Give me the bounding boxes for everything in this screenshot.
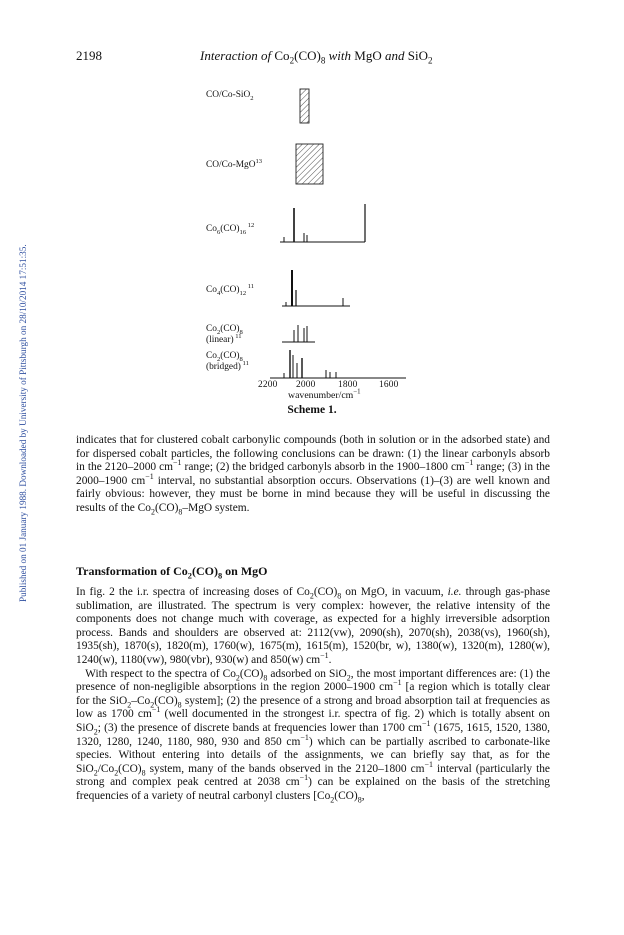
paragraph-conclusions — [76, 434, 550, 516]
sio2-band-box — [300, 89, 309, 123]
paragraph-spectra — [76, 586, 550, 804]
scheme-label-co6: $Co_6(CO)_{16}$ $^{12}$ — [206, 221, 255, 236]
paragraph-differences-text: With respect to the spectra of $Co_2(CO)_8$ adsorbed on SiO$_2$, the most important differences are: (1) the presence of non-negligible absorptions in the region 2000–1900 $cm^{-1}$ [a region which is totally clear for the $SiO_2-Co_2(CO)_8$ system]; (2) the presence of a strong and broad absorption tail at frequencies as low as 1700 $cm^{-1}$ (well documented in the strongest i.r. spectra of fig. 2) which is totally absent on SiO$_2$; (3) the presence of discrete bands at frequencies lower than 1700 $cm^{-1}$ (1675, 1615, 1520, 1380, 1320, 1280, 1240, 1180, 980, 930 and 850 $cm^{-1}$) which can be partially ascribed to carbonate-like species. Without entering into details of the assignments, we can briefly say that, as for the $SiO_2/Co_2(CO)_8$ system, many of the bands observed in the 2120–1800 $cm^{-1}$ interval (particularly the strong and complex peak centred at 2038 $cm^{-1}$) can be explained on the basis of the stretching frequencies of a variety of neutral carbonyl clusters [$Co_2(CO)_8$, — [76, 667, 551, 805]
co2-bridged-spectrum — [270, 350, 406, 378]
paragraph-conclusions-text: indicates that for clustered cobalt carbonylic compounds (both in solution or in the adsorbed state) and for dispersed cobalt particles, the following conclusions can be drawn: (1) the linear carbonyls absorb in the 2120–2000 $cm^{-1}$ range; (2) the bridged carbonyls absorb in the 1900–1800 $cm^{-1}$ range; (3) in the 2000–1900 $cm^{-1}$ interval, no substantial absorption occurs. Observations (1)–(3) are well known and fairly obvious: however, they must be borne in mind because they will be useful in discussing the results of the $Co_2(CO)_8$–MgO system. — [76, 434, 550, 517]
running-title: Interaction of $Co_2(CO)_8$ with MgO and SiO$_2$ — [200, 48, 433, 66]
co4-spectrum — [282, 270, 350, 306]
scheme-spectra — [270, 80, 430, 385]
paragraph-spectra-text: In fig. 2 the i.r. spectra of increasing doses of $Co_2(CO)_8$ on MgO, in vacuum, i.e. through gas-phase sublimation, are illustrated. The spectrum is very complex: however, the relative intensity of the components does not change much with coverage, as expected for a highly irreversible adsorption process. Bands and shoulders are observed at: 2112(vw), 2090(sh), 2070(sh), 2038(vs), 1960(sh), 1935(sh), 1870(s), 1820(m), 1760(w), 1675(m), 1615(m), 1520(br, w), 1380(w), 1320(m), 1280(w), 1240(w), 1180(vw), 980(vbr), 930(w) and 850(w) $cm^{-1}$. — [76, 586, 550, 666]
axis-tick-2200: 2200 — [258, 380, 278, 390]
mgo-band-box — [296, 144, 323, 184]
scheme-label-co2-linear: $Co_2(CO)_8$ (linear) $^{11}$ — [206, 324, 243, 345]
download-notice — [6, 152, 28, 602]
section-heading: Transformation of $Co_2(CO)_8$ on MgO — [76, 564, 268, 581]
axis-tick-1600: 1600 — [379, 380, 399, 390]
axis-label: wavenumber/$cm^{-1}$ — [288, 388, 361, 401]
scheme-caption: Scheme 1. — [287, 404, 337, 416]
axis-tick-1800: 1800 — [338, 380, 358, 390]
scheme-label-co4: $Co_4(CO)_{12}$ $^{11}$ — [206, 282, 255, 297]
axis-tick-2000: 2000 — [296, 380, 316, 390]
scheme-label-co2-bridged: $Co_2(CO)_8$ (bridged) $^{11}$ — [206, 351, 249, 372]
co6-spectrum — [280, 204, 365, 242]
co2-linear-spectrum — [282, 325, 315, 342]
download-notice-text: Published on 01 January 1988. Downloaded by University of Pittsburgh on 28/10/2014 17:51:35. — [18, 244, 28, 602]
page-number: 2198 — [76, 48, 102, 63]
scheme-label-co-mgo: CO/Co-MgO$^{13}$ — [206, 157, 263, 170]
scheme-label-co-sio2: CO/Co-SiO$_2$ — [206, 90, 254, 102]
